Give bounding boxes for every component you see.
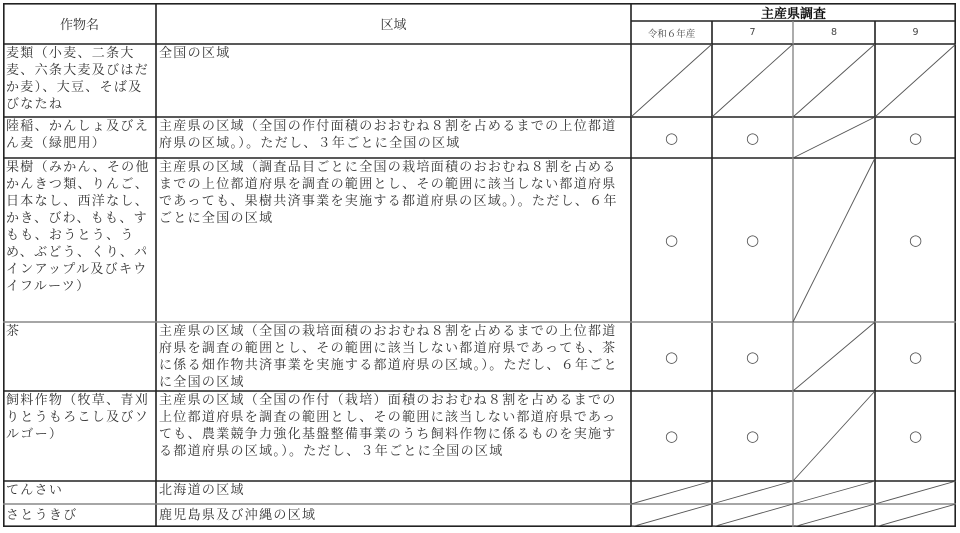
row-feed-mark-r6: ○	[664, 427, 679, 445]
header-crop-name: 作物名	[59, 18, 99, 33]
row-tea-mark-7: ○	[745, 347, 760, 366]
row-wheat-area: 全国の区域	[159, 46, 231, 61]
row-fruit-mark-r6: ○	[664, 231, 679, 249]
row-tea-area: 主産県の区域（全国の栽培面積のおおむね８割を占めるまでの上位都道府県を調査の範囲とし、その範囲に該当しない都道府県であっても、茶に係る畑作物共済事業を実施する都道府県の区域。）。ただし、６年ごとに全国の区域	[159, 324, 618, 390]
header-year-9: 9	[912, 27, 919, 38]
row-upland-rice-mark-7: ○	[745, 128, 760, 147]
header-area: 区域	[380, 18, 407, 33]
row-upland-rice-area: 主産県の区域（全国の作付面積のおおむね８割を占めるまでの上位都道府県の区域。）。ただし、３年ごとに全国の区域	[159, 119, 617, 151]
row-tea-mark-r6: ○	[664, 347, 679, 366]
row-upland-rice-mark-r6: ○	[664, 128, 679, 147]
row-fruit-mark-9: ○	[908, 231, 923, 249]
row-sugar-beet-area: 北海道の区域	[159, 483, 245, 498]
row-upland-rice-mark-9: ○	[908, 128, 923, 147]
row-wheat-crop: 麦類（小麦、二条大麦、六条大麦及びはだか麦）、大豆、そば及びなたね	[6, 46, 150, 112]
header-year-8: 8	[830, 27, 838, 38]
row-feed-mark-9: ○	[908, 427, 923, 445]
row-upland-rice-crop: 陸稲、かんしょ及びえん麦（緑肥用）	[6, 119, 150, 151]
header-survey-group: 主産県調査	[760, 6, 826, 21]
row-fruit-crop: 果樹（みかん、その他かんきつ類、りんご、日本なし、西洋なし、かき、びわ、もも、すもも、おうとう、うめ、ぶどう、くり、パインアップル及びキウイフルーツ）	[6, 160, 150, 294]
row-feed-crop: 飼料作物（牧草、青刈りとうもろこし及びソルゴー）	[6, 393, 150, 442]
header-year-r6: 令和６年産	[647, 28, 696, 40]
crop-survey-table	[3, 3, 956, 527]
row-sugar-beet-crop: てんさい	[6, 483, 64, 498]
header-year-7: 7	[749, 27, 756, 38]
row-feed-area: 主産県の区域（全国の作付（栽培）面積のおおむね８割を占めるまでの上位都道府県を調査の範囲とし、その範囲に該当しない都道府県であっても、農業競争力強化基盤整備事業のうち飼料作物に係るものを実施する都道府県の区域。）。ただし、３年ごとに全国の区域	[159, 393, 617, 459]
row-tea-mark-9: ○	[908, 347, 923, 366]
row-tea-crop: 茶	[6, 324, 21, 339]
row-feed-mark-7: ○	[745, 427, 760, 445]
row-sugarcane-area: 鹿児島県及び沖縄の区域	[159, 508, 317, 523]
row-sugarcane-crop: さとうきび	[6, 508, 78, 523]
row-fruit-area: 主産県の区域（調査品目ごとに全国の栽培面積のおおむね８割を占めるまでの上位都道府県を調査の範囲とし、その範囲に該当しない都道府県であっても、果樹共済事業を実施する都道府県の区域。）。ただし、６年ごとに全国の区域	[159, 160, 618, 226]
row-fruit-mark-7: ○	[745, 231, 760, 249]
